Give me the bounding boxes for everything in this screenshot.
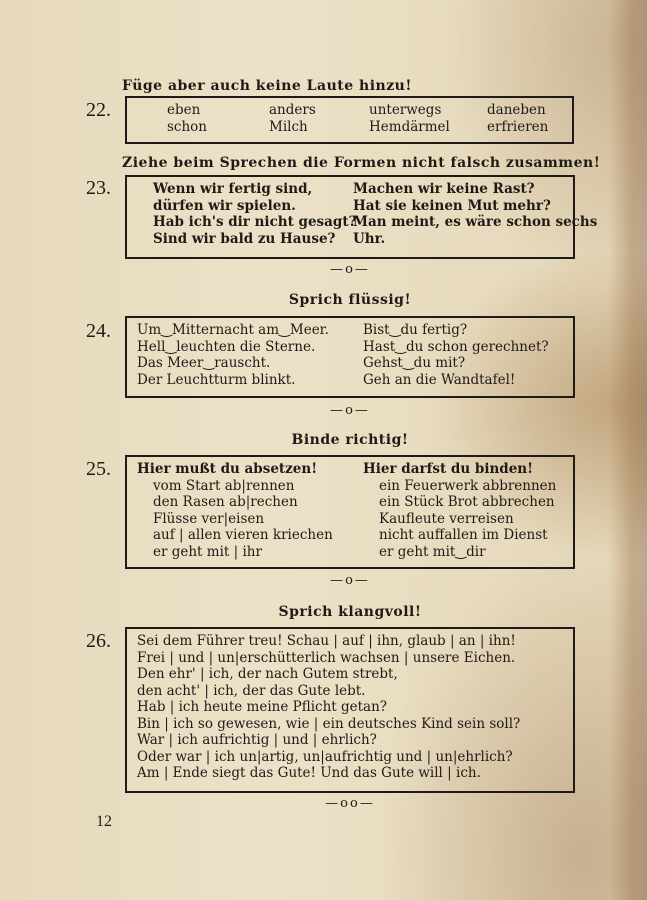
- section-26-heading: Sprich klangvoll!: [278, 604, 422, 620]
- section-23-box: [125, 175, 598, 259]
- section-24-left: [137, 322, 363, 388]
- phrase: Der Leuchtturm blinkt.: [137, 371, 296, 388]
- phrase: Flüsse ver|eisen: [153, 510, 265, 527]
- phrase: Man meint, es wäre schon sechs: [353, 214, 598, 230]
- word: unterwegs: [369, 102, 442, 118]
- phrase: er geht mit‿dir: [379, 543, 486, 560]
- phrase: Hier darfst du binden!: [363, 461, 534, 477]
- section-24-right: [363, 322, 583, 388]
- section-22-words: [127, 98, 572, 135]
- phrase: Kaufleute verreisen: [379, 510, 514, 527]
- section-26-number: 26.: [86, 630, 111, 652]
- torn-page-edge: [609, 0, 647, 900]
- phrase: Bist‿du fertig?: [363, 322, 468, 338]
- section-24-heading: Sprich flüssig!: [288, 292, 412, 308]
- phrase: Hab ich's dir nicht gesagt?: [153, 214, 357, 230]
- section-23-right: [353, 181, 598, 247]
- verse-line: Frei | und | un|erschütterlich wachsen | unsere Eichen.: [137, 649, 516, 666]
- word: Hemdärmel: [369, 118, 450, 135]
- phrase: auf | allen vieren kriechen: [153, 527, 333, 543]
- section-25-box: [125, 455, 575, 569]
- section-22-box: [125, 96, 574, 144]
- verse-line: Hab | ich heute meine Pflicht getan?: [137, 699, 388, 715]
- phrase: Machen wir keine Rast?: [353, 181, 535, 197]
- phrase: Sind wir bald zu Hause?: [153, 230, 336, 247]
- section-24-box: [125, 316, 575, 398]
- phrase: Hier mußt du absetzen!: [137, 461, 318, 477]
- phrase: dürfen wir spielen.: [153, 197, 296, 214]
- verse-line: Den ehr' | ich, der nach Gutem strebt,: [137, 666, 398, 682]
- section-23-number: 23.: [86, 177, 111, 199]
- section-26-box: [125, 627, 575, 793]
- phrase: Um‿Mitternacht am‿Meer.: [137, 322, 329, 338]
- section-25-number: 25.: [86, 458, 111, 480]
- section-23-left: [153, 181, 357, 247]
- phrase: nicht auffallen im Dienst: [379, 527, 548, 543]
- section-25-right: [363, 461, 583, 560]
- word: daneben: [487, 102, 546, 118]
- phrase: den Rasen ab|rechen: [153, 494, 298, 510]
- word: eben: [167, 102, 201, 118]
- phrase: Hell‿leuchten die Sterne.: [137, 338, 316, 355]
- section-26-lines: [127, 629, 573, 782]
- phrase: Das Meer‿rauscht.: [137, 355, 271, 371]
- phrase: Wenn wir fertig sind,: [153, 181, 313, 197]
- verse-line: Bin | ich so gewesen, wie | ein deutsches Kind sein soll?: [137, 715, 521, 732]
- verse-line: War | ich aufrichtig | und | ehrlich?: [137, 732, 377, 748]
- section-25-heading: Binde richtig!: [291, 432, 409, 448]
- phrase: er geht mit | ihr: [153, 543, 262, 560]
- section-24-number: 24.: [86, 320, 111, 342]
- word: anders: [269, 102, 316, 118]
- separator: —o—: [330, 262, 370, 277]
- word: Milch: [269, 118, 308, 135]
- word: schon: [167, 118, 208, 135]
- verse-line: Oder war | ich un|artig, un|aufrichtig und | un|ehrlich?: [137, 748, 513, 765]
- phrase: Geh an die Wandtafel!: [363, 371, 516, 388]
- page-number: 12: [96, 813, 112, 830]
- section-22-number: 22.: [86, 99, 111, 121]
- separator: —o—: [330, 573, 370, 588]
- verse-line: Sei dem Führer treu! Schau | auf | ihn, glaub | an | ihn!: [137, 633, 516, 649]
- phrase: Uhr.: [353, 230, 386, 247]
- section-25-left: [137, 461, 363, 560]
- phrase: Hast‿du schon gerechnet?: [363, 338, 549, 355]
- section-23-heading: Ziehe beim Sprechen die Formen nicht falsch zusammen!: [122, 155, 601, 171]
- phrase: ein Feuerwerk abbrennen: [379, 477, 557, 494]
- phrase: Gehst‿du mit?: [363, 355, 466, 371]
- verse-line: Am | Ende siegt das Gute! Und das Gute will | ich.: [137, 765, 481, 781]
- phrase: ein Stück Brot abbrechen: [379, 494, 555, 510]
- verse-line: den acht' | ich, der das Gute lebt.: [137, 682, 366, 699]
- phrase: vom Start ab|rennen: [153, 477, 295, 494]
- word: erfrieren: [487, 118, 549, 135]
- separator: —o—: [330, 403, 370, 418]
- section-22-heading: Füge aber auch keine Laute hinzu!: [122, 78, 412, 94]
- separator: —oo—: [325, 796, 375, 811]
- phrase: Hat sie keinen Mut mehr?: [353, 197, 551, 214]
